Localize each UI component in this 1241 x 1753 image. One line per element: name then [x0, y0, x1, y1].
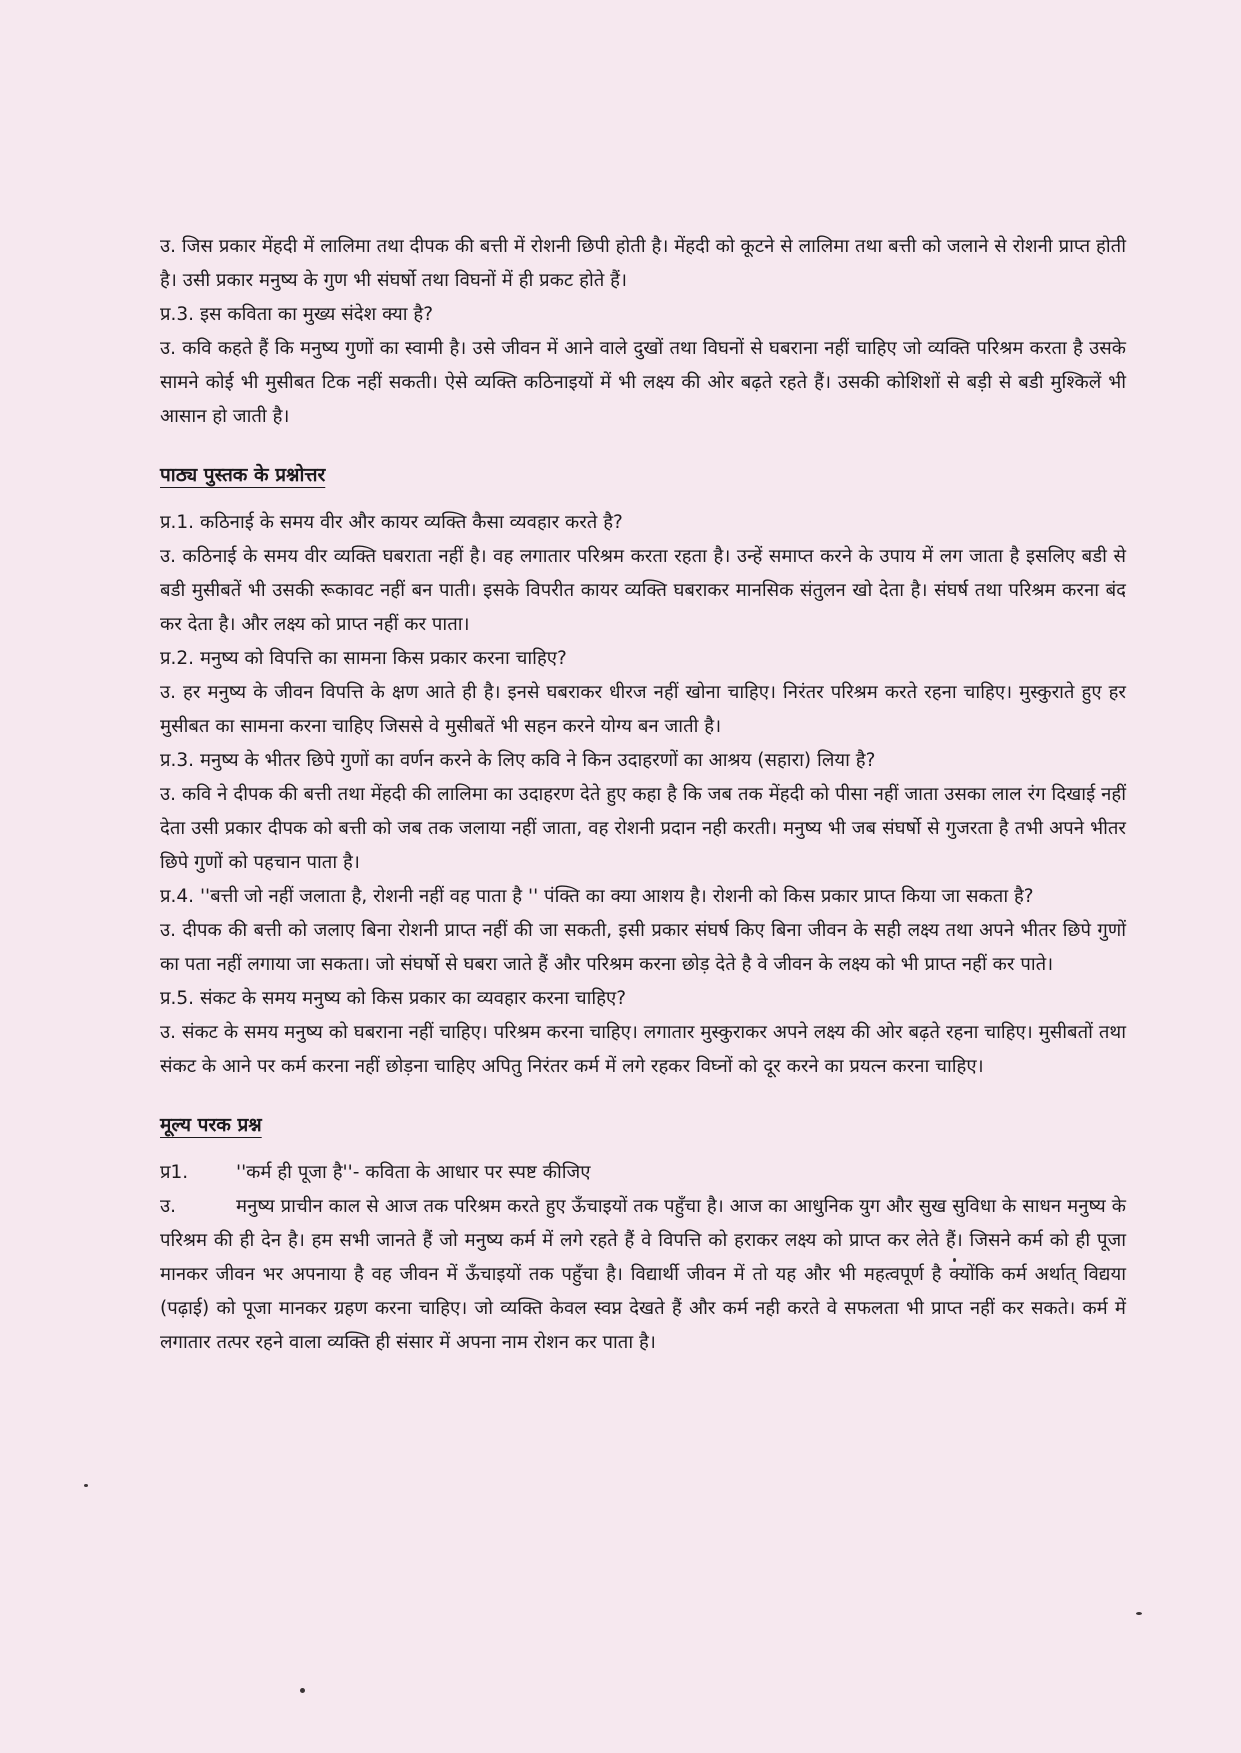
section-heading-value-based: मूल्य परक प्रश्न	[160, 1114, 262, 1136]
textbook-answer-4: उ. दीपक की बत्ती को जलाए बिना रोशनी प्राप्त नहीं की जा सकती, इसी प्रकार संघर्ष किए बिना जीवन के सही लक्ष्य तथा अपने भीतर छिपे गुणों का पता नहीं लगाया जा सकता। जो संघर्षो से घबरा जाते हैं और परिश्रम करना छोड़ देते है वे जीवन के लक्ष्य को भी प्राप्त नहीं कर पाते।	[160, 920, 1126, 975]
textbook-question-1: प्र.1. कठिनाई के समय वीर और कायर व्यक्ति कैसा व्यवहार करते है?	[160, 512, 623, 533]
value-question-label: प्र1.	[160, 1162, 189, 1183]
textbook-question-3: प्र.3. मनुष्य के भीतर छिपे गुणों का वर्णन करने के लिए कवि ने किन उदाहरणों का आश्रय (सहारा) लिया है?	[160, 750, 876, 771]
scan-speck	[84, 1484, 88, 1487]
section-heading-textbook-qa: पाठ्य पुस्तक के प्रश्नोत्तर	[160, 464, 326, 486]
scan-speck	[1136, 1612, 1142, 1615]
value-answer	[160, 1190, 1126, 1360]
value-answer-text: मनुष्य प्राचीन काल से आज तक परिश्रम करते हुए ऊँचाइयों तक पहुँचा है। आज का आधुनिक युग और सुख सुविधा के साधन मनुष्य के परिश्रम की ही देन है। हम सभी जानते हैं जो मनुष्य कर्म में लगे रहते हैं वे विपत्ति को हराकर लक्ष्य को प्राप्त कर लेते हैं। जिसने कर्म को ही पूजा मानकर जीवन भर अपनाया है वह जीवन में ऊँचाइयों तक पहुँचा है। विद्यार्थी जीवन में तो यह और भी महत्वपूर्ण है क्योंकि कर्म अर्थात् विद्यया (पढ़ाई) को पूजा मानकर ग्रहण करना चाहिए। जो व्यक्ति केवल स्वप्न देखते हैं और कर्म नही करते वे सफलता भी प्राप्त नहीं कर सकते। कर्म में लगातार तत्पर रहने वाला व्यक्ति ही संसार में अपना नाम रोशन कर पाता है।	[160, 1196, 1126, 1353]
question-3: प्र.3. इस कविता का मुख्य संदेश क्या है?	[160, 304, 434, 325]
textbook-question-5: प्र.5. संकट के समय मनुष्य को किस प्रकार का व्यवहार करना चाहिए?	[160, 988, 627, 1009]
textbook-answer-5: उ. संकट के समय मनुष्य को घबराना नहीं चाहिए। परिश्रम करना चाहिए। लगातार मुस्कुराकर अपने लक्ष्य की ओर बढ़ते रहना चाहिए। मुसीबतों तथा संकट के आने पर कर्म करना नहीं छोड़ना चाहिए अपितु निरंतर कर्म में लगे रहकर विघ्नों को दूर करने का प्रयत्न करना चाहिए।	[160, 1022, 1126, 1077]
value-question-text: ''कर्म ही पूजा है''- कविता के आधार पर स्पष्ट कीजिए	[236, 1162, 591, 1183]
value-question	[160, 1156, 1126, 1190]
scan-speck	[953, 1258, 956, 1262]
textbook-answer-2: उ. हर मनुष्य के जीवन विपत्ति के क्षण आते ही है। इनसे घबराकर धीरज नहीं खोना चाहिए। निरंतर परिश्रम करते रहना चाहिए। मुस्कुराते हुए हर मुसीबत का सामना करना चाहिए जिससे वे मुसीबतें भी सहन करने योग्य बन जाती है।	[160, 682, 1126, 737]
document-body	[160, 230, 1126, 1360]
answer-3: उ. कवि कहते हैं कि मनुष्य गुणों का स्वामी है। उसे जीवन में आने वाले दुखों तथा विघनों से घबराना नहीं चाहिए जो व्यक्ति परिश्रम करता है उसके सामने कोई भी मुसीबत टिक नहीं सकती। ऐसे व्यक्ति कठिनाइयों में भी लक्ष्य की ओर बढ़ते रहते हैं। उसकी कोशिशों से बड़ी से बडी मुश्किलें भी आसान हो जाती है।	[160, 338, 1126, 427]
textbook-answer-1: उ. कठिनाई के समय वीर व्यक्ति घबराता नहीं है। वह लगातार परिश्रम करता रहता है। उन्हें समाप्त करने के उपाय में लग जाता है इसलिए बडी से बडी मुसीबतें भी उसकी रूकावट नहीं बन पाती। इसके विपरीत कायर व्यक्ति घबराकर मानसिक संतुलन खो देता है। संघर्ष तथा परिश्रम करना बंद कर देता है। और लक्ष्य को प्राप्त नहीं कर पाता।	[160, 546, 1126, 635]
value-answer-label: उ.	[160, 1196, 177, 1217]
textbook-answer-3: उ. कवि ने दीपक की बत्ती तथा मेंहदी की लालिमा का उदाहरण देते हुए कहा है कि जब तक मेंहदी को पीसा नहीं जाता उसका लाल रंग दिखाई नहीं देता उसी प्रकार दीपक को बत्ती को जब तक जलाया नहीं जाता, वह रोशनी प्रदान नही करती। मनुष्य भी जब संघर्षो से गुजरता है तभी अपने भीतर छिपे गुणों को पहचान पाता है।	[160, 784, 1126, 873]
scan-speck	[300, 1688, 305, 1693]
textbook-question-4: प्र.4. ''बत्ती जो नहीं जलाता है, रोशनी नहीं वह पाता है '' पंक्ति का क्या आशय है। रोशनी को किस प्रकार प्राप्त किया जा सकता है?	[160, 886, 1034, 907]
answer-paragraph: उ. जिस प्रकार मेंहदी में लालिमा तथा दीपक की बत्ती में रोशनी छिपी होती है। मेंहदी को कूटने से लालिमा तथा बत्ती को जलाने से रोशनी प्राप्त होती है। उसी प्रकार मनुष्य के गुण भी संघर्षो तथा विघनों में ही प्रकट होते हैं।	[160, 236, 1126, 291]
textbook-question-2: प्र.2. मनुष्य को विपत्ति का सामना किस प्रकार करना चाहिए?	[160, 648, 567, 669]
